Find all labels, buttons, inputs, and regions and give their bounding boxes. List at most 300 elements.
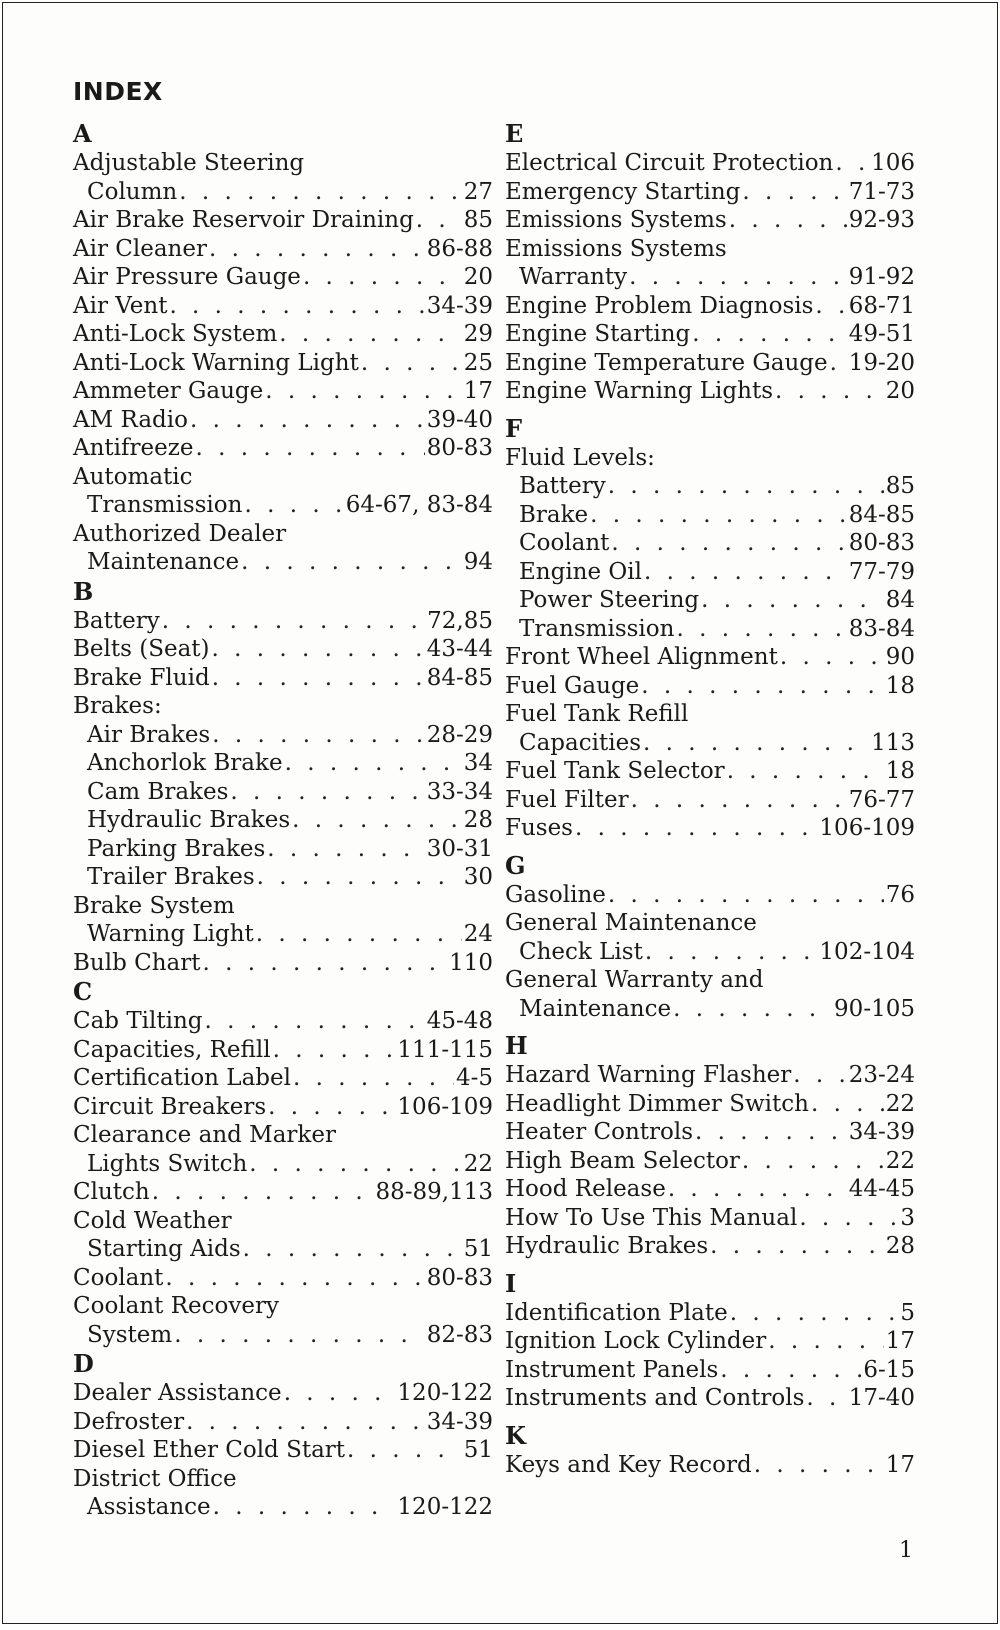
entry-page: 19-20 — [848, 349, 915, 376]
index-entry — [73, 206, 493, 235]
index-entry — [505, 320, 915, 349]
dot-leader — [692, 320, 846, 349]
entry-page: 34-39 — [848, 1119, 915, 1145]
entry-page: 34-39 — [426, 292, 493, 319]
entry-page: 25 — [463, 349, 493, 376]
entry-page: 72,85 — [427, 607, 493, 634]
index-entry — [73, 1007, 493, 1036]
index-entry — [73, 178, 493, 207]
dot-leader — [793, 1061, 846, 1090]
entry-page: 88-89,113 — [375, 1179, 493, 1205]
entry-text: Lights Switch — [87, 1150, 248, 1177]
index-entry — [505, 235, 915, 264]
dot-leader — [241, 548, 462, 577]
section-letter: H — [505, 1031, 528, 1060]
index-entry — [505, 909, 915, 938]
entry-page: 18 — [885, 672, 915, 699]
dot-leader — [213, 1493, 396, 1522]
entry-text: Brake System — [73, 892, 235, 919]
entry-page: 83-84 — [848, 615, 915, 642]
entry-text: Fuel Tank Selector — [505, 758, 725, 784]
entry-page: 51 — [463, 1236, 493, 1262]
index-entry — [505, 966, 915, 995]
dot-leader — [695, 1118, 847, 1147]
index-entry — [505, 558, 915, 587]
dot-leader — [641, 672, 883, 701]
dot-leader — [799, 1204, 898, 1233]
index-entry — [505, 881, 915, 910]
dot-leader — [729, 206, 847, 235]
index-entry — [73, 778, 493, 807]
entry-text: Engine Warning Lights — [505, 378, 773, 404]
dot-leader — [257, 863, 462, 892]
entry-text: General Warranty and — [505, 967, 764, 993]
index-entry — [73, 863, 493, 892]
dot-leader — [284, 1379, 396, 1408]
entry-page: 28 — [463, 807, 493, 833]
entry-page: 33-34 — [426, 778, 493, 805]
dot-leader — [292, 806, 462, 835]
entry-page: 92-93 — [848, 207, 915, 233]
index-entry — [73, 1093, 493, 1122]
dot-leader — [590, 501, 847, 530]
dot-leader — [243, 1235, 462, 1264]
dot-leader — [205, 1007, 425, 1036]
index-entry — [73, 463, 493, 492]
index-entry — [73, 749, 493, 778]
entry-text: Gasoline — [505, 881, 606, 908]
dot-leader — [268, 1093, 395, 1122]
entry-page: 51 — [463, 1437, 493, 1463]
entry-text: Clutch — [73, 1179, 150, 1205]
dot-leader — [720, 1356, 861, 1385]
index-entry — [73, 1465, 493, 1494]
entry-page: 20 — [885, 378, 915, 404]
entry-text: Battery — [73, 607, 160, 634]
entry-text: Defroster — [73, 1408, 185, 1435]
index-entry — [73, 1379, 493, 1408]
index-entry — [73, 1064, 493, 1093]
index-section — [73, 1349, 493, 1522]
entry-page: 22 — [463, 1150, 493, 1177]
entry-page: 94 — [463, 549, 493, 575]
entry-text: Engine Starting — [505, 321, 691, 347]
dot-leader — [361, 349, 462, 378]
dot-leader — [673, 995, 832, 1024]
entry-page: 113 — [871, 729, 915, 756]
entry-text: Power Steering — [519, 587, 700, 613]
index-section — [505, 1421, 915, 1480]
index-entry — [505, 178, 915, 207]
entry-text: Instruments and Controls — [505, 1385, 805, 1411]
entry-page: 49-51 — [848, 321, 915, 347]
index-entry — [505, 586, 915, 615]
index-entry — [505, 786, 915, 815]
index-entry — [73, 491, 493, 520]
dot-leader — [195, 434, 424, 463]
index-page — [2, 2, 998, 1624]
entry-text: Anti-Lock System — [73, 321, 278, 347]
dot-leader — [768, 1327, 883, 1356]
entry-text: Instrument Panels — [505, 1356, 719, 1383]
entry-text: Cab Tilting — [73, 1008, 203, 1034]
entry-page: 22 — [885, 1090, 915, 1117]
entry-page: 17 — [463, 378, 493, 404]
dot-leader — [165, 1264, 424, 1293]
index-entry — [73, 635, 493, 664]
entry-text: Air Brake Reservoir Draining — [73, 207, 414, 233]
index-entry — [505, 1384, 915, 1413]
entry-text: Fuel Tank Refill — [505, 701, 689, 727]
dot-leader — [249, 1150, 461, 1179]
entry-page: 3 — [900, 1204, 915, 1231]
entry-text: Clearance and Marker — [73, 1122, 336, 1148]
dot-leader — [179, 178, 461, 207]
entry-text: Capacities, Refill — [73, 1036, 271, 1063]
entry-page: 80-83 — [426, 435, 493, 461]
dot-leader — [608, 881, 884, 910]
index-entry — [505, 1175, 915, 1204]
entry-text: Emergency Starting — [505, 178, 741, 205]
entry-text: Starting Aids — [87, 1236, 241, 1262]
entry-page: 106 — [871, 150, 915, 176]
dot-leader — [727, 757, 884, 786]
entry-text: Ignition Lock Cylinder — [505, 1328, 767, 1354]
entry-text: Circuit Breakers — [73, 1093, 267, 1120]
index-entry — [505, 1232, 915, 1261]
index-entry — [505, 700, 915, 729]
dot-leader — [174, 1321, 424, 1350]
index-entry — [73, 520, 493, 549]
entry-page: 106-109 — [819, 815, 915, 841]
entry-page: 17 — [885, 1451, 915, 1478]
index-entry — [73, 1150, 493, 1179]
entry-text: Air Brakes — [87, 721, 211, 748]
entry-page: 90 — [885, 644, 915, 670]
dot-leader — [416, 206, 462, 235]
entry-text: Hydraulic Brakes — [87, 807, 291, 833]
index-entry — [505, 938, 915, 967]
entry-text: Electrical Circuit Protection — [505, 150, 834, 176]
entry-page: 30-31 — [426, 835, 493, 862]
entry-text: Cam Brakes — [87, 778, 229, 805]
entry-text: Anchorlok Brake — [87, 750, 283, 776]
entry-page: 110 — [449, 949, 493, 976]
dot-leader — [835, 149, 869, 178]
dot-leader — [303, 263, 462, 292]
entry-page: 28-29 — [426, 721, 493, 748]
dot-leader — [775, 377, 884, 406]
index-entry — [73, 377, 493, 406]
dot-leader — [265, 377, 461, 406]
entry-text: Belts (Seat) — [73, 636, 210, 662]
entry-page: 17 — [885, 1328, 915, 1354]
entry-page: 34-39 — [426, 1408, 493, 1435]
index-section — [73, 119, 493, 577]
entry-page: 85 — [885, 473, 915, 499]
index-entry — [505, 1147, 915, 1176]
index-entry — [505, 377, 915, 406]
dot-leader — [645, 938, 818, 967]
index-column-left — [73, 119, 493, 1522]
entry-text: Fuel Gauge — [505, 672, 640, 699]
entry-text: Engine Temperature Gauge — [505, 349, 828, 376]
index-entry — [73, 406, 493, 435]
entry-text: Ammeter Gauge — [73, 378, 264, 404]
entry-text: Maintenance — [519, 995, 672, 1022]
entry-text: Air Cleaner — [73, 235, 207, 262]
dot-leader — [742, 1147, 884, 1176]
index-entry — [73, 434, 493, 463]
entry-text: Emissions Systems — [505, 207, 727, 233]
dot-leader — [152, 1178, 374, 1207]
entry-page: 30 — [463, 864, 493, 890]
entry-page: 34 — [463, 750, 493, 776]
index-entry — [505, 615, 915, 644]
entry-page: 71-73 — [848, 178, 915, 205]
entry-page: 85 — [463, 207, 493, 233]
entry-text: Hydraulic Brakes — [505, 1233, 709, 1259]
entry-text: Air Pressure Gauge — [73, 264, 301, 290]
dot-leader — [668, 1175, 847, 1204]
dot-leader — [202, 949, 447, 978]
dot-leader — [676, 615, 846, 644]
entry-text: Brake — [519, 501, 589, 528]
dot-leader — [256, 920, 462, 949]
dot-leader — [730, 1299, 899, 1328]
entry-text: Coolant — [73, 1264, 164, 1291]
index-entry — [73, 548, 493, 577]
index-entry — [505, 1061, 915, 1090]
dot-leader — [212, 721, 424, 750]
dot-leader — [830, 349, 847, 378]
index-entry — [73, 835, 493, 864]
section-letter: I — [505, 1268, 517, 1298]
index-entry — [73, 806, 493, 835]
entry-page: 4-5 — [455, 1065, 493, 1091]
dot-leader — [293, 1064, 454, 1093]
entry-text: Check List — [519, 938, 643, 965]
entry-text: Fuel Filter — [505, 786, 629, 813]
dot-leader — [631, 786, 847, 815]
index-entry — [73, 920, 493, 949]
entry-text: Anti-Lock Warning Light — [73, 349, 359, 376]
entry-text: Antifreeze — [73, 435, 194, 461]
dot-leader — [815, 292, 846, 321]
entry-text: Headlight Dimmer Switch — [505, 1090, 809, 1117]
index-entry — [73, 1264, 493, 1293]
index-entry — [505, 995, 915, 1024]
index-entry — [73, 1321, 493, 1350]
entry-page: 111-115 — [397, 1036, 493, 1063]
index-entry — [73, 1178, 493, 1207]
entry-page: 91-92 — [848, 264, 915, 290]
index-entry — [73, 320, 493, 349]
entry-page: 68-71 — [848, 292, 915, 319]
dot-leader — [643, 729, 869, 758]
index-entry — [505, 814, 915, 843]
entry-text: Battery — [519, 473, 606, 499]
entry-text: Coolant — [519, 530, 610, 556]
dot-leader — [285, 749, 462, 778]
entry-page: 22 — [885, 1147, 915, 1174]
index-column-right — [505, 119, 915, 1479]
index-entry — [73, 149, 493, 178]
entry-text: Maintenance — [87, 549, 240, 575]
entry-text: Bulb Chart — [73, 949, 201, 976]
entry-text: Emissions Systems — [505, 235, 727, 262]
dot-leader — [710, 1232, 884, 1261]
index-entry — [73, 1408, 493, 1437]
index-entry — [505, 643, 915, 672]
dot-leader — [162, 607, 425, 636]
entry-text: Transmission — [87, 492, 243, 518]
entry-page: 20 — [463, 264, 493, 290]
index-entry — [505, 1090, 915, 1119]
entry-page: 90-105 — [834, 995, 915, 1022]
dot-leader — [230, 778, 424, 807]
index-entry — [505, 729, 915, 758]
entry-page: 80-83 — [848, 530, 915, 556]
entry-page: 76-77 — [848, 786, 915, 813]
entry-text: Coolant Recovery — [73, 1293, 279, 1319]
dot-leader — [780, 643, 884, 672]
entry-page: 18 — [885, 758, 915, 784]
section-letter: D — [73, 1349, 94, 1378]
entry-page: 27 — [463, 178, 493, 205]
index-entry — [73, 1493, 493, 1522]
index-entry — [505, 149, 915, 178]
dot-leader — [811, 1090, 884, 1119]
entry-page: 45-48 — [426, 1008, 493, 1034]
entry-text: General Maintenance — [505, 910, 757, 936]
entry-text: Engine Oil — [519, 558, 642, 585]
index-entry — [505, 529, 915, 558]
entry-page: 43-44 — [426, 636, 493, 662]
index-entry — [73, 263, 493, 292]
entry-page: 5 — [900, 1299, 915, 1326]
dot-leader — [575, 814, 817, 843]
entry-page: 23-24 — [848, 1062, 915, 1088]
dot-leader — [754, 1451, 884, 1480]
entry-page: 84-85 — [426, 664, 493, 691]
dot-leader — [209, 235, 425, 264]
dot-leader — [644, 558, 847, 587]
index-entry — [73, 235, 493, 264]
entry-text: Identification Plate — [505, 1299, 728, 1326]
index-section — [505, 1269, 915, 1413]
index-entry — [505, 292, 915, 321]
page-title: INDEX — [73, 77, 163, 106]
entry-text: Heater Controls — [505, 1119, 694, 1145]
entry-text: Assistance — [87, 1494, 211, 1520]
dot-leader — [347, 1436, 462, 1465]
entry-text: Certification Label — [73, 1065, 291, 1091]
section-letter: B — [73, 576, 94, 606]
index-entry — [73, 949, 493, 978]
entry-page: 29 — [463, 321, 493, 347]
dot-leader — [742, 178, 846, 207]
dot-leader — [267, 835, 424, 864]
section-letter: K — [505, 1420, 526, 1450]
entry-page: 84 — [885, 587, 915, 613]
index-entry — [505, 1327, 915, 1356]
entry-text: Automatic — [73, 463, 193, 490]
index-section — [505, 119, 915, 406]
entry-text: Warning Light — [87, 921, 254, 947]
entry-text: Trailer Brakes — [87, 864, 255, 890]
index-entry — [73, 692, 493, 721]
dot-leader — [186, 1408, 425, 1437]
entry-text: How To Use This Manual — [505, 1204, 798, 1231]
entry-page: 120-122 — [397, 1494, 493, 1520]
entry-text: AM Radio — [73, 406, 188, 433]
index-entry — [505, 472, 915, 501]
dot-leader — [279, 320, 461, 349]
entry-page: 77-79 — [848, 558, 915, 585]
entry-text: Air Vent — [73, 292, 168, 319]
index-entry — [73, 1292, 493, 1321]
entry-text: Diesel Ether Cold Start — [73, 1437, 346, 1463]
entry-text: Parking Brakes — [87, 835, 266, 862]
dot-leader — [273, 1036, 396, 1065]
index-entry — [505, 349, 915, 378]
index-entry — [73, 349, 493, 378]
entry-page: 76 — [885, 881, 915, 908]
index-section — [505, 1031, 915, 1261]
index-entry — [73, 607, 493, 636]
dot-leader — [169, 292, 424, 321]
entry-text: Brakes: — [73, 693, 162, 719]
index-entry — [73, 664, 493, 693]
entry-text: Hood Release — [505, 1176, 666, 1202]
dot-leader — [629, 263, 847, 292]
entry-text: Fluid Levels: — [505, 444, 655, 471]
index-entry — [505, 757, 915, 786]
entry-text: District Office — [73, 1465, 237, 1492]
dot-leader — [608, 472, 884, 501]
entry-text: Column — [87, 178, 178, 205]
entry-page: 17-40 — [848, 1385, 915, 1411]
section-letter: G — [505, 850, 526, 880]
entry-page: 6-15 — [863, 1356, 915, 1383]
index-section — [73, 577, 493, 978]
index-entry — [505, 1204, 915, 1233]
section-letter: A — [73, 119, 92, 148]
dot-leader — [806, 1384, 846, 1413]
entry-text: Authorized Dealer — [73, 520, 287, 547]
entry-text: Capacities — [519, 729, 641, 756]
index-entry — [505, 206, 915, 235]
index-entry — [73, 1036, 493, 1065]
index-entry — [73, 1235, 493, 1264]
entry-text: Brake Fluid — [73, 664, 210, 691]
entry-text: Fuses — [505, 815, 573, 841]
entry-page: 80-83 — [426, 1264, 493, 1291]
entry-text: Warranty — [519, 264, 628, 290]
index-section — [73, 977, 493, 1349]
dot-leader — [190, 406, 425, 435]
index-section — [505, 851, 915, 1024]
section-letter: E — [505, 119, 524, 148]
dot-leader — [212, 664, 425, 693]
index-entry — [73, 1436, 493, 1465]
entry-page: 28 — [885, 1233, 915, 1259]
entry-page: 82-83 — [426, 1321, 493, 1348]
entry-page: 106-109 — [397, 1093, 493, 1120]
index-entry — [505, 501, 915, 530]
index-entry — [505, 1299, 915, 1328]
